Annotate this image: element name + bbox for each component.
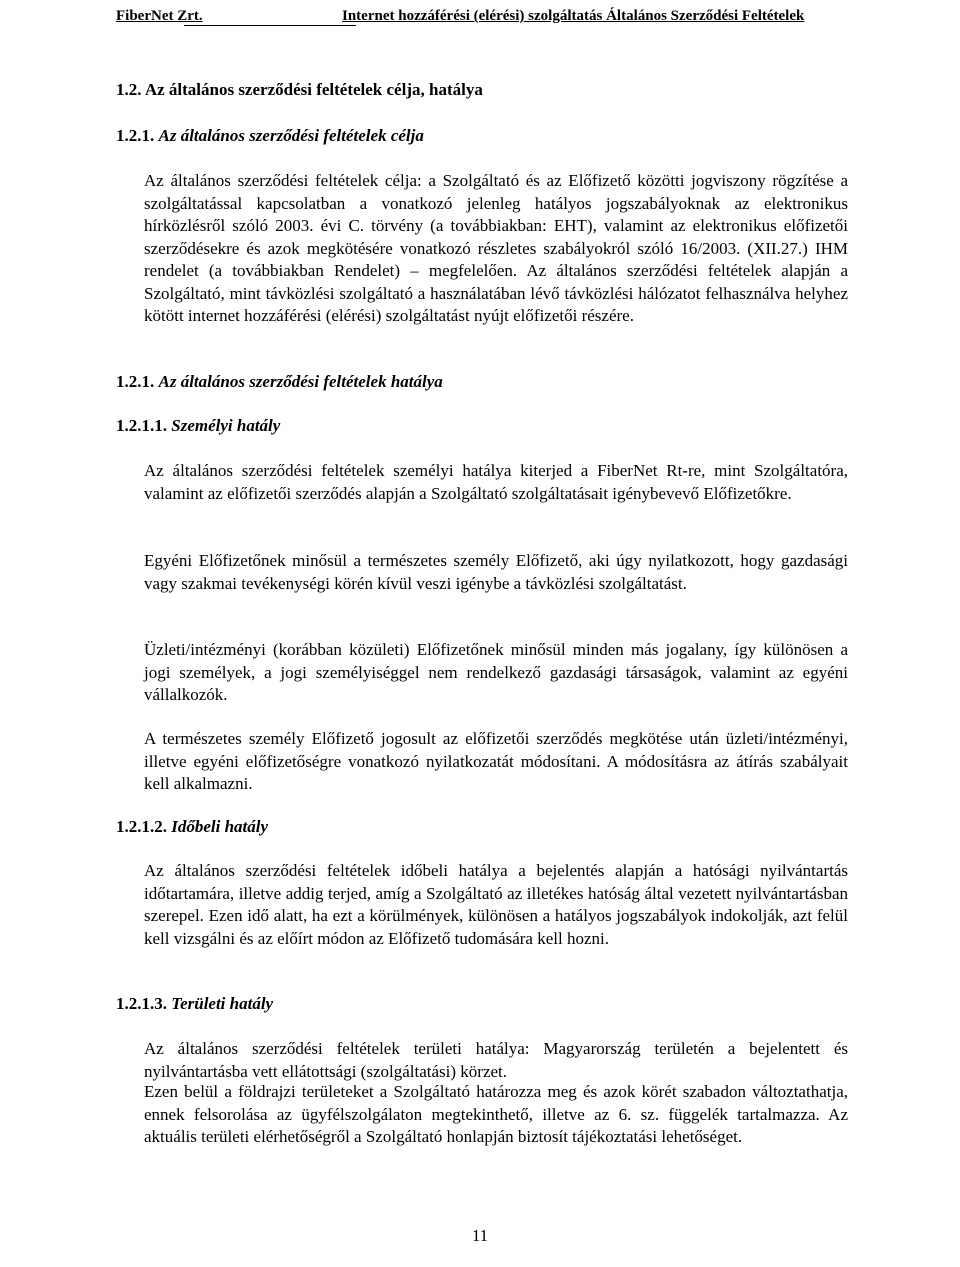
section-number: 1.2.1.1. xyxy=(116,416,167,435)
section-heading-1-2-1-hataly xyxy=(116,372,443,392)
section-title: Az általános szerződési feltételek hatálya xyxy=(158,372,443,391)
section-number: 1.2.1.2. xyxy=(116,817,167,836)
section-title: Területi hatály xyxy=(171,994,274,1013)
section-title: Időbeli hatály xyxy=(171,817,269,836)
section-number: 1.2. xyxy=(116,80,142,99)
section-number: 1.2.1.3. xyxy=(116,994,167,1013)
page-number: 11 xyxy=(471,1226,489,1245)
paragraph-szemelyi-3: Üzleti/intézményi (korábban közületi) Előfizetőnek minősül minden más jogalany, így különösen a jogi személyek, a jogi személyiséggel nem rendelkező gazdasági társaságok, valamint az egyéni vállalkozók. xyxy=(144,640,848,704)
paragraph-cel: Az általános szerződési feltételek célja: a Szolgáltató és az Előfizető közötti jogviszony rögzítése a szolgáltatással kapcsolatban a vonatkozó jelenleg hatályos jogszabályoknak az elektronikus hírközlésről szóló 2003. évi C. törvény (a továbbiakban: EHT), valamint az elektronikus előfizetői szerződésekre és azok megkötésére vonatkozó részletes szabályokról szóló 16/2003. (XII.27.) IHM rendelet (a továbbiakban Rendelet) – megfelelően. Az általános szerződési feltételek alapján a Szolgáltató, mint távközlési szolgáltató a használatában lévő távközlési hálózatot felhasználva helyhez kötött internet hozzáférési (elérési) szolgáltatást nyújt előfizetői részére. xyxy=(144,171,848,325)
section-title: Az általános szerződési feltételek célja, hatálya xyxy=(144,80,483,99)
section-heading-1-2-1-2 xyxy=(116,817,268,837)
section-title: Az általános szerződési feltételek célja xyxy=(158,126,424,145)
header-company: FiberNet Zrt. xyxy=(116,8,203,24)
paragraph-szemelyi-2: Egyéni Előfizetőnek minősül a természetes személy Előfizető, aki úgy nyilatkozott, hogy gazdasági vagy szakmai tevékenységi körén kívül veszi igénybe a távközlési szolgáltatást. xyxy=(144,551,848,593)
section-heading-1-2 xyxy=(116,80,483,100)
paragraph-szemelyi-1: Az általános szerződési feltételek személyi hatálya kiterjed a FiberNet Rt-re, mint Szolgáltatóra, valamint az előfizetői szerződés alapján a Szolgáltató szolgáltatásait igénybevevő Előfizetőkre. xyxy=(144,461,848,503)
section-heading-1-2-1-3 xyxy=(116,994,273,1014)
paragraph-teruleti-2: Ezen belül a földrajzi területeket a Szolgáltató határozza meg és azok körét szabadon változtathatja, ennek felsorolása az ügyfélszolgálaton megtekinthető, illetve az 6. sz. függelék tartalmazza. Az aktuális területi elérhetőségről a Szolgáltató honlapján biztosít tájékoztatási lehetőséget. xyxy=(144,1082,848,1146)
paragraph-idobeli: Az általános szerződési feltételek időbeli hatálya a bejelentés alapján a hatósági nyilvántartás időtartamára, illetve addig terjed, amíg a Szolgáltató az illetékes hatóság által vezetett nyilvántartásban szerepel. Ezen idő alatt, ha ezt a körülmények, különösen a hatályos jogszabályok indokolják, azt felül kell vizsgálni és az előírt módon az Előfizető tudomására kell hozni. xyxy=(144,861,848,948)
section-number: 1.2.1. xyxy=(116,126,155,145)
paragraph-szemelyi-4: A természetes személy Előfizető jogosult az előfizetői szerződés megkötése után üzleti/intézményi, illetve egyéni előfizetőségre vonatkozó nyilatkozatát módosítani. A módosításra az átírás szabályait kell alkalmazni. xyxy=(144,729,848,793)
section-title: Személyi hatály xyxy=(171,416,281,435)
section-number: 1.2.1. xyxy=(116,372,155,391)
header-underline-gap xyxy=(184,25,356,26)
section-heading-1-2-1-1 xyxy=(116,416,280,436)
paragraph-teruleti-1: Az általános szerződési feltételek területi hatálya: Magyarország területén a bejelentett és nyilvántartásba vett ellátottsági (szolgáltatási) körzet. xyxy=(144,1039,848,1081)
header-document-title: Internet hozzáférési (elérési) szolgáltatás Általános Szerződési Feltételek xyxy=(342,8,805,24)
section-heading-1-2-1-cel xyxy=(116,126,424,146)
